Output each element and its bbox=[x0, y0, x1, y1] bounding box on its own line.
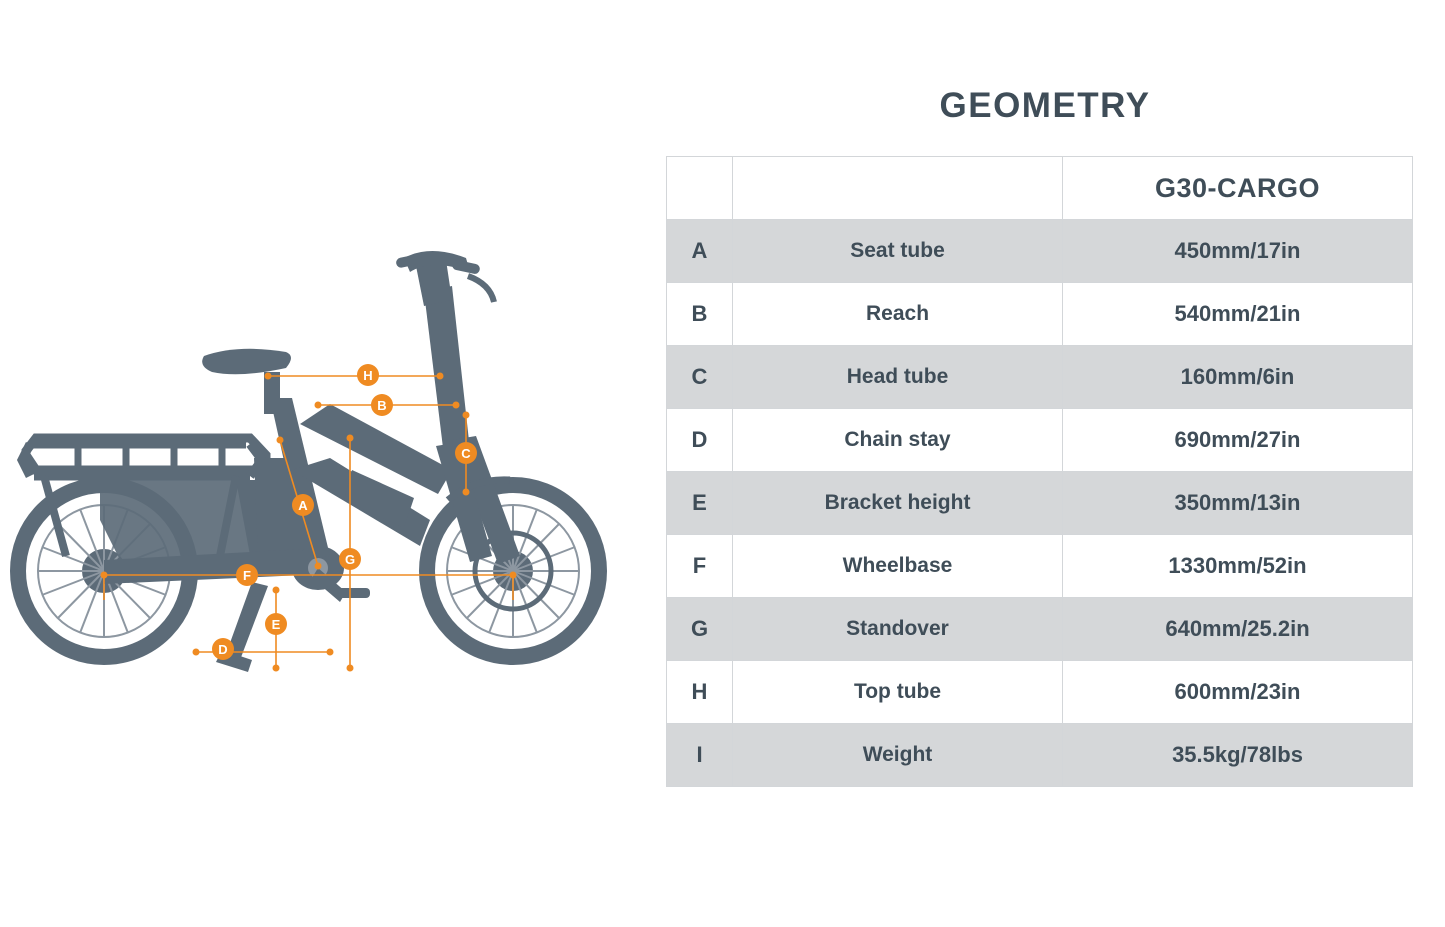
header-blank-letter bbox=[667, 157, 733, 220]
row-name: Top tube bbox=[733, 661, 1063, 724]
row-letter: C bbox=[667, 346, 733, 409]
row-value: 35.5kg/78lbs bbox=[1063, 724, 1413, 787]
front-wheel bbox=[427, 485, 599, 657]
table-row bbox=[667, 220, 1413, 283]
table-row bbox=[667, 535, 1413, 598]
row-value: 160mm/6in bbox=[1063, 346, 1413, 409]
row-name: Chain stay bbox=[733, 409, 1063, 472]
table-row bbox=[667, 346, 1413, 409]
row-value: 600mm/23in bbox=[1063, 661, 1413, 724]
page-title: GEOMETRY bbox=[939, 86, 1151, 125]
row-name: Weight bbox=[733, 724, 1063, 787]
bike-illustration bbox=[18, 251, 599, 672]
callout-C bbox=[455, 442, 477, 464]
table-row bbox=[667, 472, 1413, 535]
bike-geometry-diagram bbox=[0, 0, 660, 927]
callout-A bbox=[292, 494, 314, 516]
row-letter: H bbox=[667, 661, 733, 724]
svg-text:A: A bbox=[298, 498, 308, 513]
row-name: Reach bbox=[733, 283, 1063, 346]
row-value: 450mm/17in bbox=[1063, 220, 1413, 283]
callout-B bbox=[371, 394, 393, 416]
row-value: 1330mm/52in bbox=[1063, 535, 1413, 598]
callout-G bbox=[339, 548, 361, 570]
row-letter: B bbox=[667, 283, 733, 346]
row-letter: I bbox=[667, 724, 733, 787]
header-model: G30-CARGO bbox=[1063, 157, 1413, 220]
table-row bbox=[667, 409, 1413, 472]
row-letter: E bbox=[667, 472, 733, 535]
header-blank-name bbox=[733, 157, 1063, 220]
table-row bbox=[667, 598, 1413, 661]
row-letter: A bbox=[667, 220, 733, 283]
handlebar bbox=[395, 251, 494, 306]
svg-text:C: C bbox=[461, 446, 471, 461]
row-name: Standover bbox=[733, 598, 1063, 661]
row-name: Head tube bbox=[733, 346, 1063, 409]
svg-text:H: H bbox=[363, 368, 373, 383]
row-name: Wheelbase bbox=[733, 535, 1063, 598]
callout-H bbox=[357, 364, 379, 386]
callout-D bbox=[212, 638, 234, 660]
svg-text:G: G bbox=[344, 552, 356, 567]
svg-text:B: B bbox=[377, 398, 387, 413]
table-row bbox=[667, 724, 1413, 787]
geometry-panel bbox=[666, 86, 1414, 787]
table-row bbox=[667, 661, 1413, 724]
row-letter: D bbox=[667, 409, 733, 472]
row-value: 540mm/21in bbox=[1063, 283, 1413, 346]
row-value: 690mm/27in bbox=[1063, 409, 1413, 472]
table-row bbox=[667, 283, 1413, 346]
row-name: Seat tube bbox=[733, 220, 1063, 283]
callout-E bbox=[265, 613, 287, 635]
row-value: 640mm/25.2in bbox=[1063, 598, 1413, 661]
row-value: 350mm/13in bbox=[1063, 472, 1413, 535]
callout-F bbox=[236, 564, 258, 586]
table-header-row bbox=[667, 157, 1413, 220]
svg-text:D: D bbox=[218, 642, 228, 657]
row-letter: F bbox=[667, 535, 733, 598]
svg-text:F: F bbox=[243, 568, 251, 583]
saddle bbox=[202, 349, 291, 414]
row-letter: G bbox=[667, 598, 733, 661]
svg-text:E: E bbox=[271, 617, 281, 632]
row-name: Bracket height bbox=[733, 472, 1063, 535]
geometry-table bbox=[666, 156, 1413, 787]
